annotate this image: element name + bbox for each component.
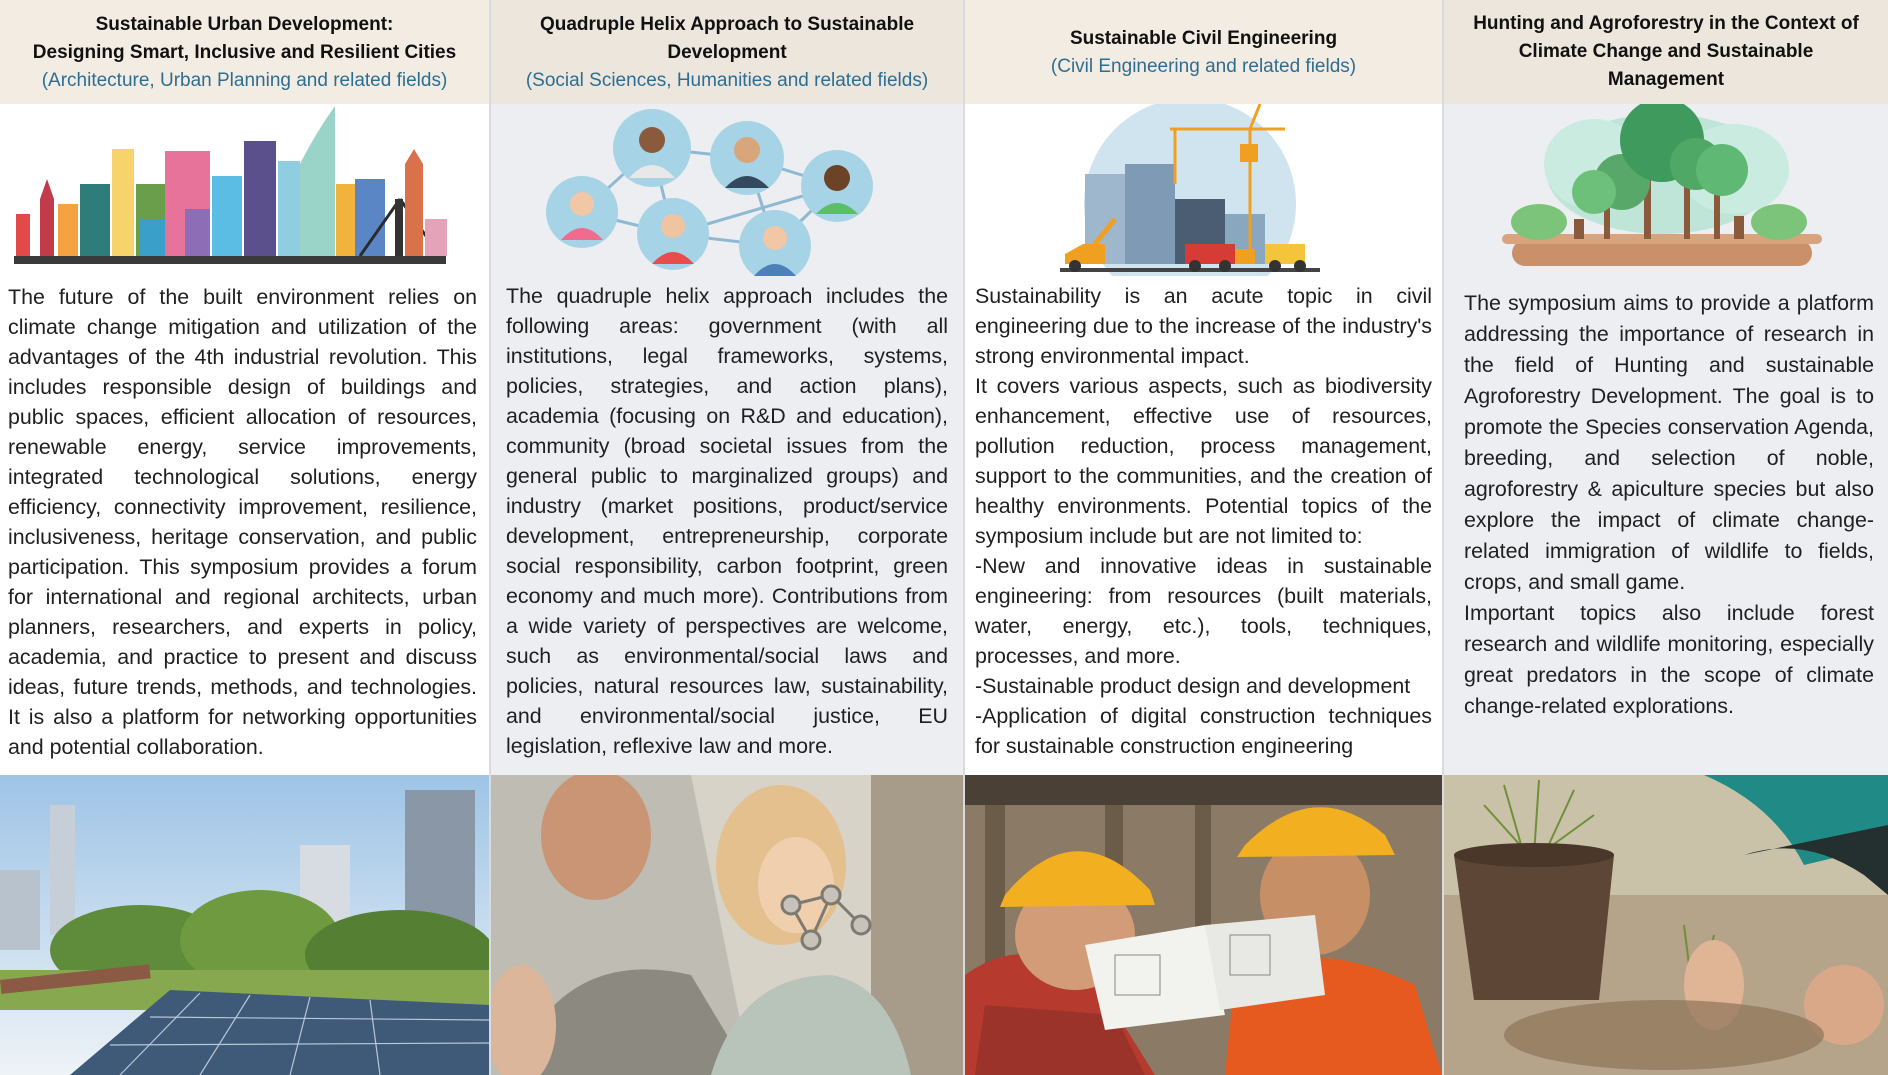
column-title-line: Sustainable Civil Engineering [1069,27,1338,49]
body-paragraph: It covers various aspects, such as biodiversity enhancement, effective use of resources, pollution reduction, process management, support to the communities, and the creation of healthy environments. Potential topics of the symposium include but are not limited to: [975,374,1432,548]
column-body [506,281,948,761]
column-header [965,0,1442,104]
column-header [1444,0,1888,104]
column-body [975,281,1432,761]
column-title-line: Quadruple Helix Approach to Sustainable [539,13,915,35]
body-paragraph: The future of the built environment relies on climate change mitigation and utilization of the advantages of the 4th industrial revolution. This includes responsible design of buildings and public spaces, efficient allocation of resources, renewable energy, service improvements, integrated technological solutions, energy efficiency, connectivity improvement, resilience, inclusiveness, heritage conservation, and public participation. This symposium provides a forum for international and regional architects, urban planners, researchers, and experts in policy, academia, and practice to present and discuss ideas, future trends, methods, and technologies. It is also a platform for networking opportunities and potential collaboration. [8,285,477,759]
column-hunting-agroforestry [1444,0,1888,1075]
column-title-line: Designing Smart, Inclusive and Resilient Cities [32,41,457,63]
body-paragraph: Sustainability is an acute topic in civil engineering due to the increase of the industry's strong environmental impact. [975,284,1432,368]
column-title-line: Development [667,41,787,63]
column-subtitle: (Architecture, Urban Planning and related fields) [41,69,448,91]
body-paragraph: -Sustainable product design and development [975,674,1411,698]
column-title-line: Sustainable Urban Development: [95,13,394,35]
students-molecule-model-photo [491,775,963,1075]
column-body [1464,288,1874,722]
column-subtitle: (Civil Engineering and related fields) [1050,55,1357,77]
column-urban-development [0,0,489,1075]
construction-crane-icon [965,104,1442,276]
column-subtitle: (Social Sciences, Humanities and related fields) [525,69,929,91]
column-header [0,0,489,104]
body-paragraph: -Application of digital construction techniques for sustainable construction engineering [975,704,1432,758]
body-paragraph: The quadruple helix approach includes the following areas: government (with all institutions, legal frameworks, systems, policies, strategies, and action plans), academia (focusing on R&D and education), community (broad societal issues from the general public to marginalized groups) and industry (market positions, product/service development, entrepreneurship, corporate social responsibility, carbon footprint, green economy and much more). Contributions from a wide variety of perspectives are welcome, such as environmental/social laws and policies, natural resources law, sustainability, and environmental/social justice, EU legislation, reflexive law and more. [506,284,948,758]
column-header [491,0,963,104]
body-paragraph: -New and innovative ideas in sustainable engineering: from resources (built materials, water, energy, etc.), tools, techniques, processes, and more. [975,554,1432,668]
column-title-line: Management [1607,69,1725,90]
column-quadruple-helix [491,0,963,1075]
solar-panels-city-photo [0,775,489,1075]
column-body [8,282,477,762]
engineers-hardhats-photo [965,775,1442,1075]
column-title-line: Hunting and Agroforestry in the Context of [1473,13,1859,34]
body-paragraph: The symposium aims to provide a platform addressing the importance of research in the field of Hunting and sustainable Agroforestry Development. The goal is to promote the Species conservation Agenda, breeding, and selection of noble, agroforestry & apiculture species but also explore the impact of climate change-related immigration of wildlife to fields, crops, and small game. [1464,291,1874,594]
body-paragraph: Important topics also include forest research and wildlife monitoring, especially great predators in the scope of climate change-related explorations. [1464,601,1874,718]
column-title-line: Climate Change and Sustainable [1518,41,1814,62]
people-network-icon [491,104,963,276]
column-civil-engineering [965,0,1442,1075]
planting-seedling-photo [1444,775,1888,1075]
forest-trees-icon [1444,104,1888,276]
city-skyline-icon [0,104,489,276]
